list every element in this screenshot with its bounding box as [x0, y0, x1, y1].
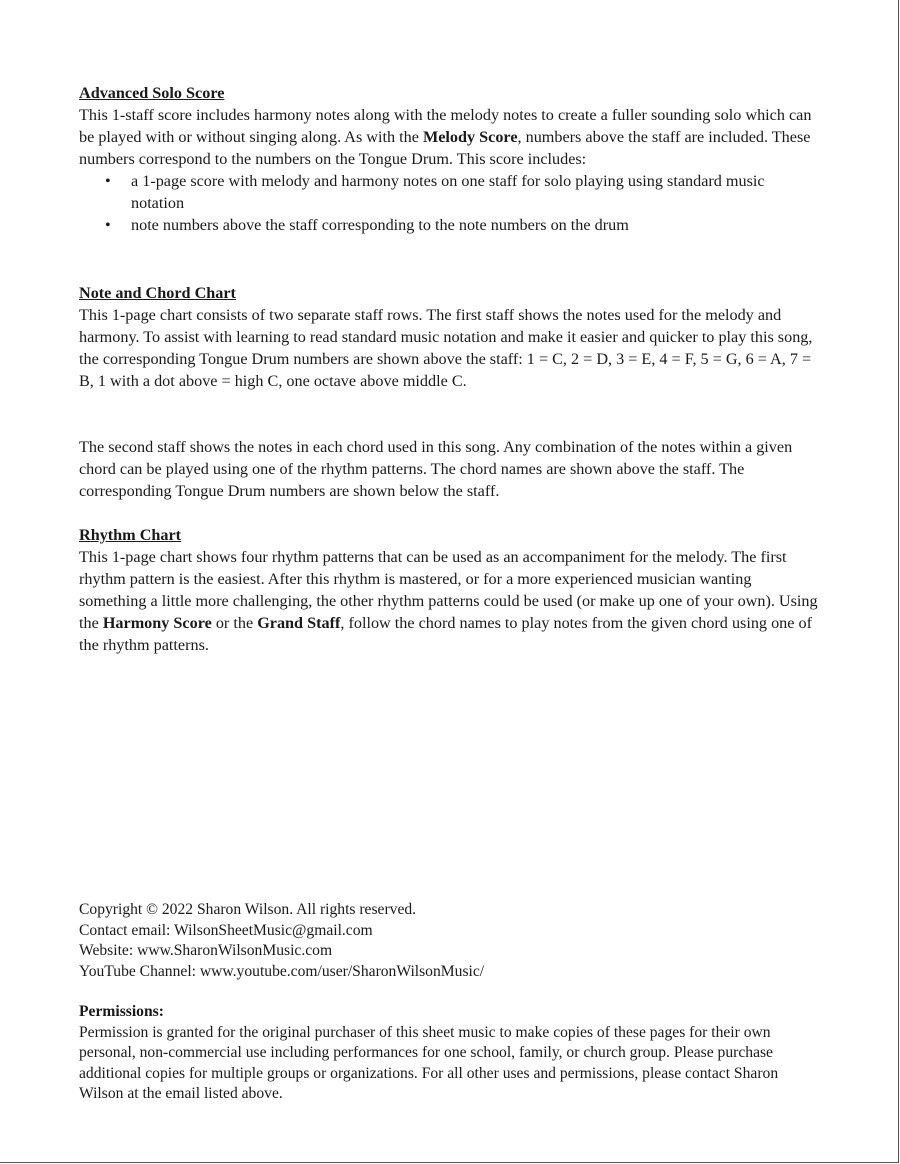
rhythm-text-mid: or the [211, 614, 258, 632]
permissions-text: Permission is granted for the original purchaser of this sheet music to make copies of these pages for their own personal, non-commercial use including performances for one school, family, or church group. Please purchase additional copies for multiple groups or organizations. For all other uses and permissions, please contact Sharon Wilson at the email listed above. [79, 1023, 779, 1102]
rhythm-section [79, 524, 819, 656]
rhythm-text-b: , follow the chord names to play notes from the given chord using one of the rhythm patterns. [79, 614, 812, 654]
note-chord-section-2 [79, 436, 819, 502]
permissions-section [79, 1002, 819, 1105]
youtube-line: YouTube Channel: www.youtube.com/user/SharonWilsonMusic/ [79, 962, 485, 980]
copyright-line: Copyright © 2022 Sharon Wilson. All rights reserved. [79, 901, 417, 918]
advanced-solo-section [79, 82, 819, 236]
harmony-score-term: Harmony Score [102, 614, 212, 632]
list-item-text: a 1-page score with melody and harmony notes on one staff for solo playing using standard music notation [131, 172, 765, 212]
note-chord-paragraph-1: This 1-page chart consists of two separate staff rows. The first staff shows the notes used for the melody and harmony. To assist with learning to read standard music notation and make it easier and quicker to play this song, the corresponding Tongue Drum numbers are shown above the staff: 1 = C, 2 = D, 3 = E, 4 = F, 5 = G, 6 = A, 7 = B, 1 with a dot above = high C, one octave above middle C. [79, 306, 813, 390]
advanced-solo-text-b: , numbers above the staff are included. These numbers correspond to the numbers on the Tongue Drum. This score includes: [79, 128, 811, 168]
bullet-icon: • [105, 216, 111, 234]
note-chord-heading: Note and Chord Chart [79, 284, 236, 302]
permissions-title: Permissions: [79, 1003, 164, 1020]
advanced-solo-paragraph [79, 104, 819, 170]
contact-footer [79, 900, 819, 982]
note-chord-paragraph-2: The second staff shows the notes in each chord used in this song. Any combination of the notes within a given chord can be played using one of the rhythm patterns. The chord names are shown above the staff. The corresponding Tongue Drum numbers are shown below the staff. [79, 438, 793, 500]
bullet-icon: • [105, 172, 111, 190]
contact-email-line: Contact email: WilsonSheetMusic@gmail.com [79, 921, 373, 939]
note-chord-section [79, 282, 819, 392]
list-item [79, 170, 819, 214]
advanced-solo-bullet-list [79, 170, 819, 236]
advanced-solo-text-a: This 1-staff score includes harmony notes along with the melody notes to create a fuller sounding solo which can be played with or without singing along. As with the [79, 106, 812, 146]
advanced-solo-heading: Advanced Solo Score [79, 84, 225, 102]
rhythm-paragraph [79, 546, 819, 656]
rhythm-heading: Rhythm Chart [79, 526, 182, 544]
list-item-text: note numbers above the staff corresponding to the note numbers on the drum [131, 216, 629, 234]
list-item [79, 214, 819, 236]
melody-score-term: Melody Score [422, 128, 518, 146]
website-line: Website: www.SharonWilsonMusic.com [79, 942, 333, 959]
rhythm-text-a: This 1-page chart shows four rhythm patterns that can be used as an accompaniment for the melody. The first rhythm pattern is the easiest. After this rhythm is mastered, or for a more experienced musician wanting something a little more challenging, the other rhythm patterns could be used (or make up one of your own). Using the [79, 548, 818, 632]
grand-staff-term: Grand Staff [257, 614, 341, 632]
